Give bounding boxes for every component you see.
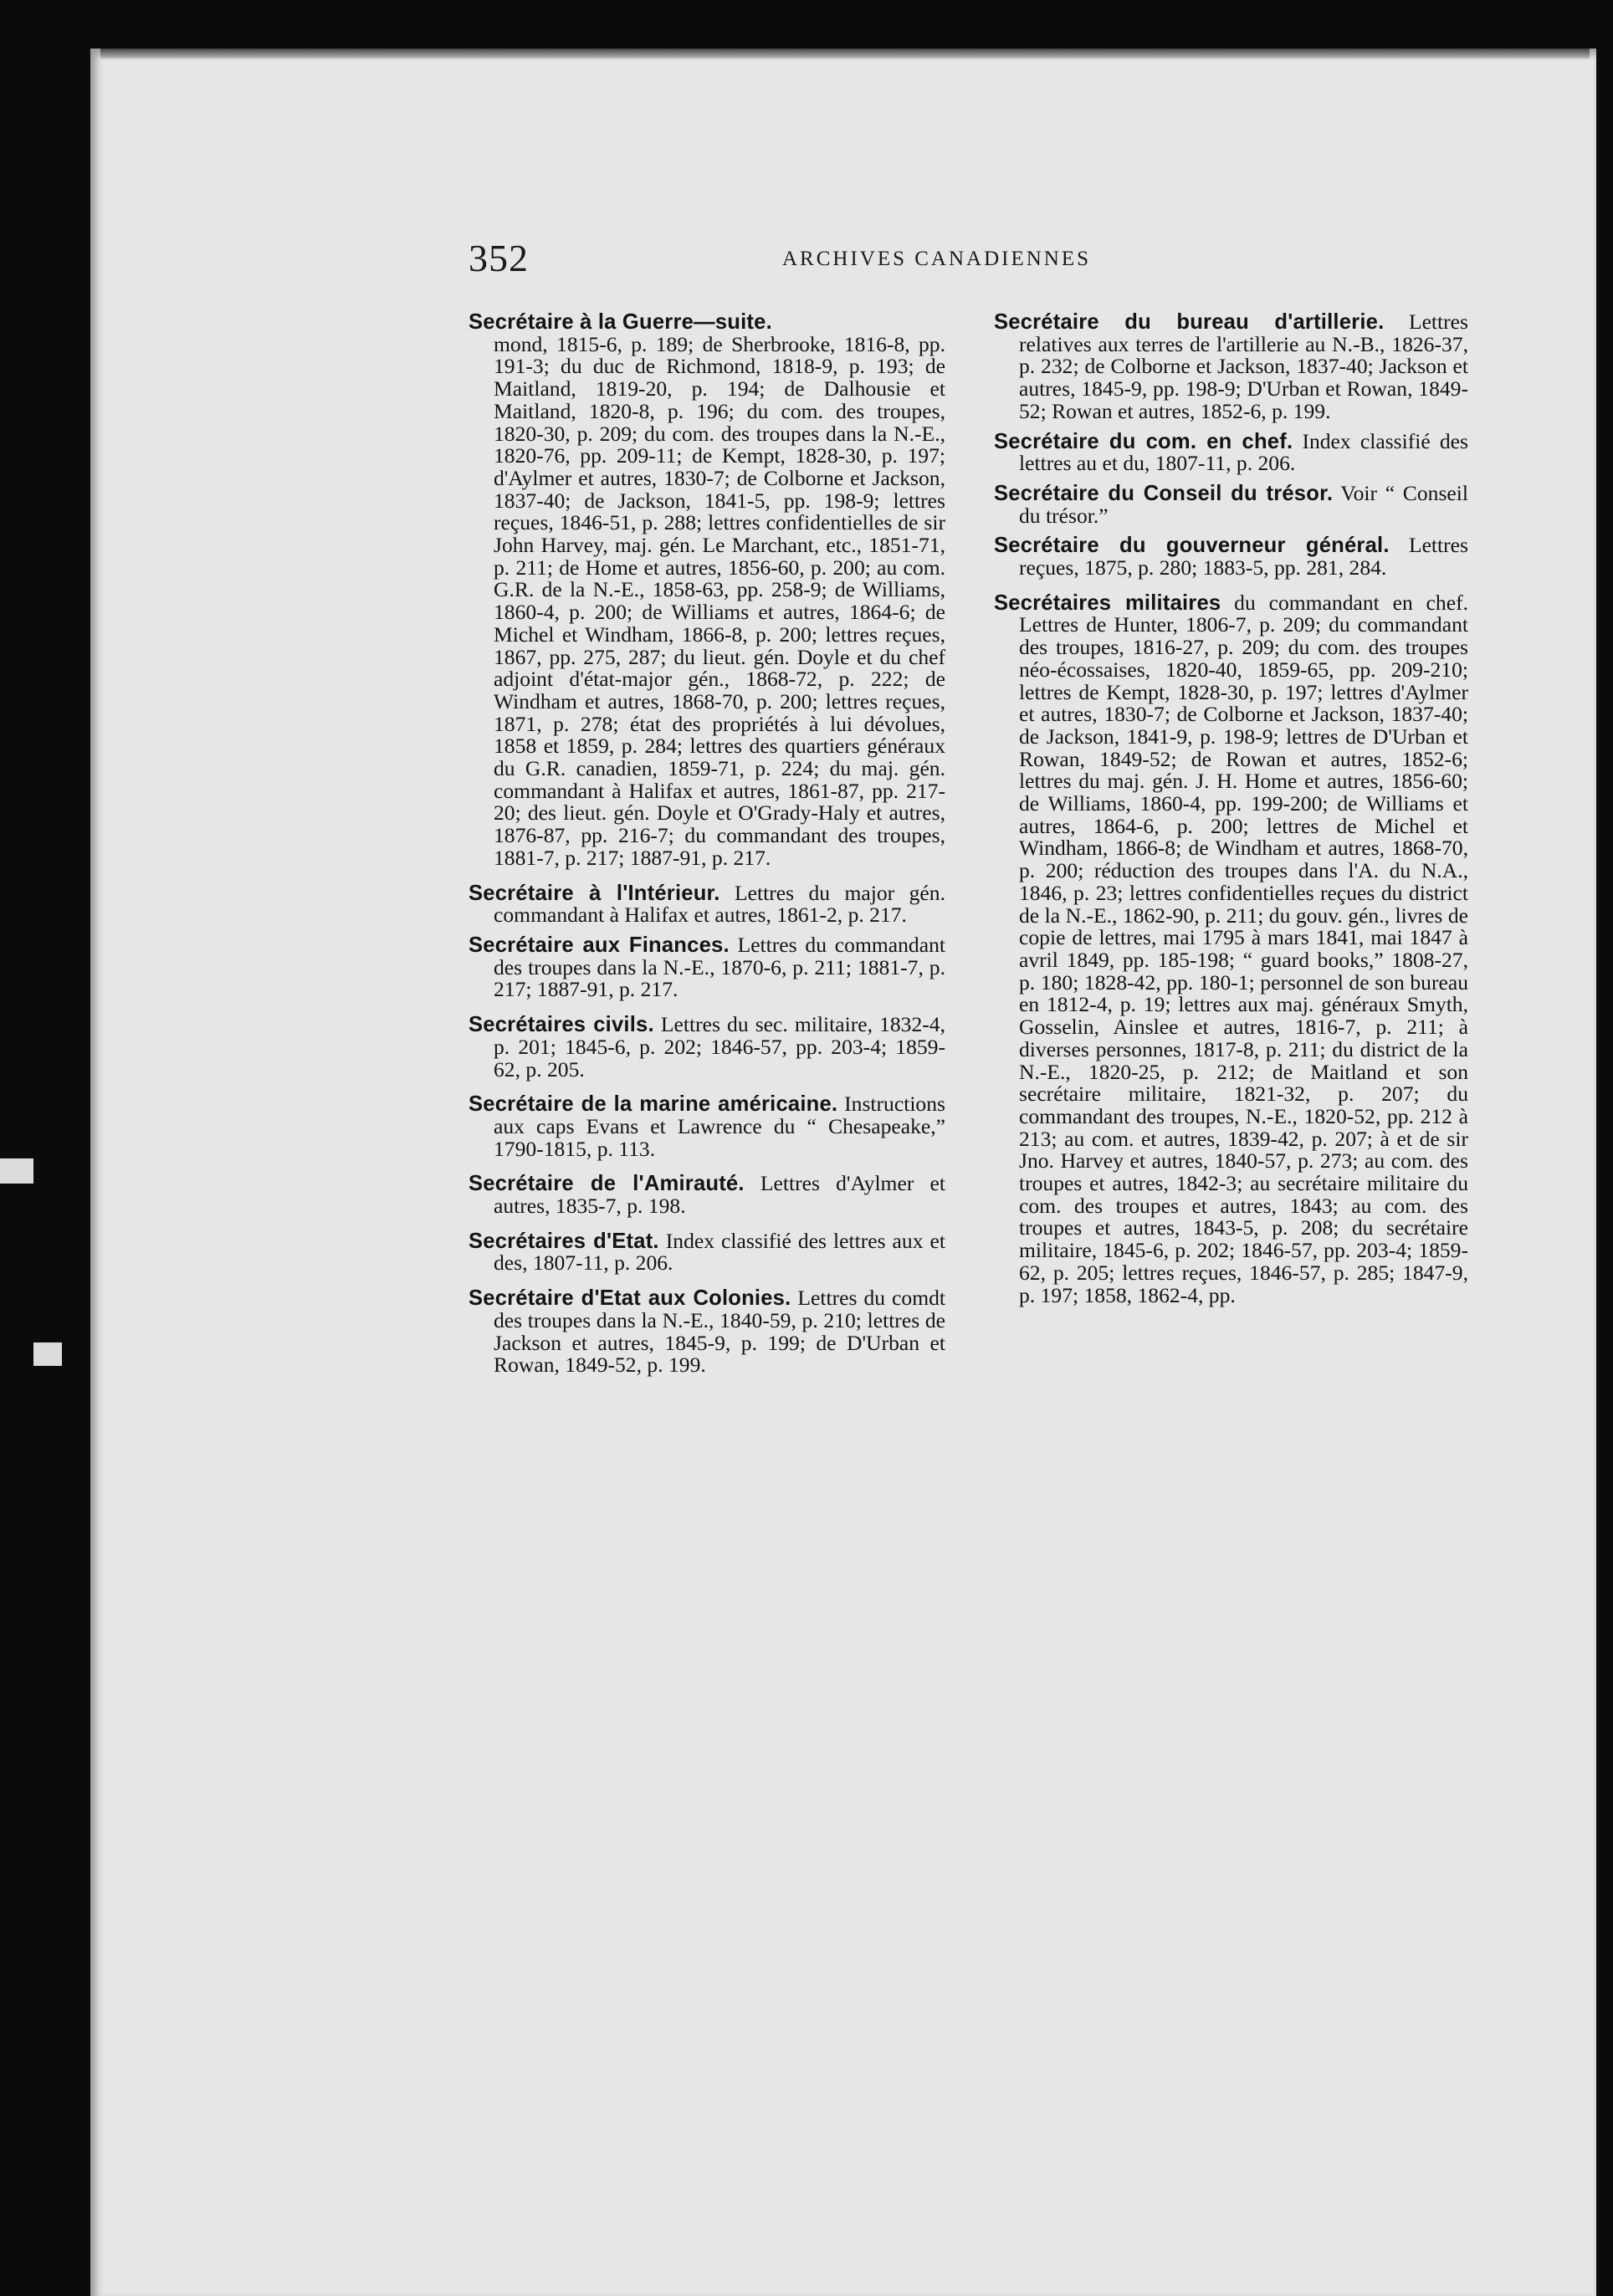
index-term: Secrétaire de la marine américaine.	[469, 1092, 838, 1117]
index-entry	[994, 428, 1468, 476]
page-number: 352	[469, 237, 529, 279]
index-entry	[469, 1014, 945, 1081]
index-term: Secrétaire de l'Amirauté.	[469, 1172, 745, 1196]
index-term: Secrétaire à l'Intérieur.	[469, 881, 720, 905]
index-text: du commandant en chef. Lettres de Hunter, 1806-7, p. 209; du commandant des troupes, 1816-27, p. 209; du com. des troupes néo-écossaises, 1820-40, 1859-65, pp. 209-210; lettres de Kempt, 1828-30, p. 197; lettres d'Aylmer et autres, 1830-7; de Colborne et Jackson, 1837-40; de Jackson, 1841-9, p. 198-9; lettres de D'Urban et Rowan, 1849-52; de Rowan et autres, 1852-6; lettres du maj. gén. J. H. Home et autres, 1856-60; de Williams, 1860-4, pp. 199-200; de Williams et autres, 1864-6, p. 200; lettres de Michel et Windham, 1866-8; de Windham et autres, 1868-70, p. 200; réduction des troupes dans l'A. du N.A., 1846, p. 23; lettres confidentielles reçues du district de la N.-E., 1862-90, p. 211; du gouv. gén., livres de copie de lettres, mai 1795 à mars 1841, mai 1847 à avril 1849, pp. 185-198; “ guard books,” 1808-27, p. 180; 1828-42, pp. 180-1; personnel de son bureau en 1812-4, p. 19; lettres aux maj. généraux Smyth, Gosselin, Ainslee et autres, 1816-7, p. 211; à diverses personnes, 1817-8, p. 211; du district de la N.-E., 1820-25, p. 212; de Maitland et son secrétaire militaire, 1821-32, p. 207; du commandant des troupes, N.-E., 1820-52, pp. 212 à 213; au com. et autres, 1839-42, p. 207; à et de sir Jno. Harvey et autres, 1840-57, p. 273; au com. des troupes et autres, 1842-3; au secrétaire militaire du com. des troupes et autres, 1843; au com. des troupes et autres, 1843-5, p. 208; du secrétaire militaire, 1845-6, p. 202; 1846-57, pp. 203-4; 1859-62, p. 205; lettres reçues, 1846-57, p. 285; 1847-9, p. 197; 1858, 1862-4, pp.	[1019, 590, 1468, 1307]
index-text: Lettres reçues, 1875, p. 280; 1883-5, pp. 281, 284.	[1019, 533, 1468, 580]
margin-mark-lower	[33, 1342, 62, 1366]
index-entry	[469, 311, 945, 870]
index-entry	[469, 934, 945, 1001]
index-term: Secrétaire d'Etat aux Colonies.	[469, 1286, 791, 1311]
index-entry	[469, 1230, 945, 1275]
index-text: Lettres du comdt des troupes dans la N.-E., 1840-59, p. 210; lettres de Jackson et autres, 1845-9, p. 199; de D'Urban et Rowan, 1849-52, p. 199.	[494, 1286, 946, 1378]
index-term: Secrétaires militaires	[994, 591, 1221, 615]
index-entry	[994, 311, 1468, 423]
index-entry	[469, 1287, 945, 1377]
index-term: Secrétaire du com. en chef.	[994, 429, 1293, 453]
index-term: Secrétaire du bureau d'artillerie.	[994, 310, 1385, 334]
index-term: Secrétaire aux Finances.	[469, 933, 730, 957]
index-entry	[469, 1093, 945, 1160]
index-entry	[994, 480, 1469, 528]
index-term: Secrétaires d'Etat.	[469, 1229, 659, 1253]
index-term: Secrétaires civils.	[469, 1013, 654, 1037]
index-term: Secrétaire du Conseil du trésor.	[994, 481, 1334, 505]
index-text: Voir “ Conseil du trésor.”	[1019, 480, 1469, 528]
index-entry	[994, 534, 1468, 579]
index-column-right	[994, 311, 1468, 1319]
index-text: Index classifié des lettres au et du, 1807-11, p. 206.	[1019, 428, 1468, 476]
running-title: ARCHIVES CANADIENNES	[782, 248, 1092, 270]
index-text: Lettres relatives aux terres de l'artillerie au N.-B., 1826-37, p. 232; de Colborne et Jackson, 1837-40; Jackson et autres, 1845-9, pp. 198-9; D'Urban et Rowan, 1849-52; Rowan et autres, 1852-6, p. 199.	[1019, 309, 1468, 423]
index-text: Lettres d'Aylmer et autres, 1835-7, p. 198.	[494, 1171, 945, 1219]
index-text: Instructions aux caps Evans et Lawrence du “ Chesapeake,” 1790-1815, p. 113.	[494, 1092, 945, 1161]
margin-mark-upper	[0, 1158, 33, 1184]
page-top-edge	[100, 49, 1590, 59]
index-text: Lettres du commandant des troupes dans la N.-E., 1870-6, p. 211; 1881-7, p. 217; 1887-91, p. 217.	[494, 932, 945, 1002]
page-header	[469, 236, 1138, 286]
index-entry	[994, 592, 1468, 1307]
index-text: Lettres du major gén. commandant à Halifax et autres, 1861-2, p. 217.	[494, 880, 945, 928]
index-term: Secrétaire à la Guerre—suite.	[469, 310, 772, 334]
index-text: mond, 1815-6, p. 189; de Sherbrooke, 1816-8, pp. 191-3; du duc de Richmond, 1818-9, p. 193; de Maitland, 1819-20, p. 194; de Dalhousie et Maitland, 1820-8, p. 196; du com. des troupes, 1820-30, p. 209; du com. des troupes dans la N.-E., 1820-76, pp. 209-11; de Kempt, 1828-30, p. 197; d'Aylmer et autres, 1830-7; de Colborne et Jackson, 1837-40; de Jackson, 1841-5, pp. 198-9; lettres reçues, 1846-51, p. 288; lettres confidentielles de sir John Harvey, maj. gén. Le Marchant, etc., 1851-71, p. 211; de Home et autres, 1856-60, p. 200; au com. G.R. de la N.-E., 1858-63, pp. 258-9; de Williams, 1860-4, p. 200; de Williams et autres, 1864-6; de Michel et Windham, 1866-8, p. 200; lettres reçues, 1867, pp. 275, 287; du lieut. gén. Doyle et du chef adjoint d'état-major gén., 1868-72, p. 222; de Windham et autres, 1868-70, p. 200; lettres reçues, 1871, p. 278; état des propriétés à lui dévolues, 1858 et 1859, p. 284; lettres des quartiers généraux du G.R. canadien, 1859-71, p. 224; du maj. gén. commandant à Halifax et autres, 1861-87, pp. 217-20; des lieut. gén. Doyle et O'Grady-Haly et autres, 1876-87, pp. 216-7; du commandant des troupes, 1881-7, p. 217; 1887-91, p. 217.	[494, 331, 945, 870]
index-text: Index classifié des lettres aux et des, 1807-11, p. 206.	[494, 1228, 945, 1276]
index-entry	[469, 1173, 945, 1217]
index-column-left	[469, 311, 945, 1389]
index-text: Lettres du sec. militaire, 1832-4, p. 201; 1845-6, p. 202; 1846-57, pp. 203-4; 1859-62, p. 205.	[494, 1012, 945, 1082]
index-entry	[469, 882, 945, 927]
index-term: Secrétaire du gouverneur général.	[994, 534, 1390, 558]
